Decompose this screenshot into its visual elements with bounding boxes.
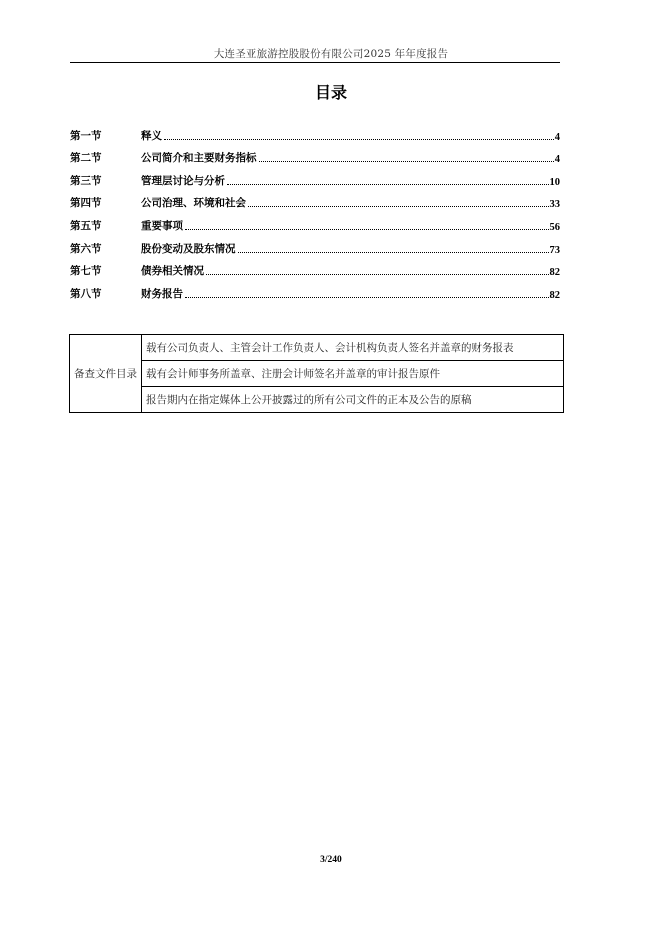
toc-entry[interactable]: [70, 233, 560, 256]
toc-section-title: 公司治理、环境和社会: [141, 197, 246, 210]
toc-section-title: 释义: [141, 129, 162, 142]
toc-entry[interactable]: [70, 210, 560, 233]
toc-section-number: 第七节: [70, 265, 102, 278]
toc-leader-dots: [238, 252, 549, 253]
toc-section-title: 管理层讨论与分析: [141, 174, 225, 187]
toc-section-title: 公司简介和主要财务指标: [141, 152, 257, 165]
header-divider: [70, 62, 560, 63]
toc-entry[interactable]: [70, 256, 560, 279]
toc-leader-dots: [164, 139, 554, 140]
toc-page-number: 10: [549, 176, 560, 188]
toc-entry[interactable]: [70, 165, 560, 188]
toc-section-number: 第六节: [70, 242, 102, 255]
toc-page-number: 4: [554, 154, 560, 166]
table-row: [70, 361, 564, 387]
toc-page-number: 33: [549, 199, 560, 211]
toc-section-title: 财务报告: [141, 287, 183, 300]
toc-page-number: 82: [549, 267, 560, 279]
page-number: 3/240: [320, 855, 342, 865]
table-of-contents: [70, 120, 560, 301]
reference-documents-label: 备查文件目录: [70, 335, 142, 413]
toc-leader-dots: [185, 229, 549, 230]
toc-section-number: 第一节: [70, 129, 102, 142]
table-row: [70, 387, 564, 413]
toc-leader-dots: [227, 184, 549, 185]
toc-section-number: 第二节: [70, 152, 102, 165]
toc-page-number: 4: [554, 131, 560, 143]
toc-section-title: 股份变动及股东情况: [141, 242, 236, 255]
toc-page-number: 56: [549, 221, 560, 233]
table-row: [70, 335, 564, 361]
toc-page-number: 73: [549, 244, 560, 256]
toc-leader-dots: [185, 297, 549, 298]
toc-leader-dots: [206, 274, 549, 275]
toc-leader-dots: [248, 206, 549, 207]
toc-entry[interactable]: [70, 120, 560, 143]
toc-entry[interactable]: [70, 188, 560, 211]
reference-document-item: 载有公司负责人、主管会计工作负责人、会计机构负责人签名并盖章的财务报表: [142, 335, 564, 361]
toc-title: 目录: [314, 83, 347, 102]
toc-entry[interactable]: [70, 278, 560, 301]
toc-page-number: 82: [549, 289, 560, 301]
toc-section-number: 第三节: [70, 174, 102, 187]
toc-section-title: 债券相关情况: [141, 265, 204, 278]
page-header: 大连圣亚旅游控股股份有限公司2025 年年度报告: [213, 48, 449, 60]
toc-section-number: 第四节: [70, 197, 102, 210]
toc-section-number: 第五节: [70, 219, 102, 232]
toc-entry[interactable]: [70, 143, 560, 166]
reference-document-item: 报告期内在指定媒体上公开披露过的所有公司文件的正本及公告的原稿: [142, 387, 564, 413]
toc-section-title: 重要事项: [141, 219, 183, 232]
reference-document-item: 载有会计师事务所盖章、注册会计师签名并盖章的审计报告原件: [142, 361, 564, 387]
toc-section-number: 第八节: [70, 287, 102, 300]
reference-documents-table: [69, 334, 564, 413]
toc-leader-dots: [259, 161, 554, 162]
